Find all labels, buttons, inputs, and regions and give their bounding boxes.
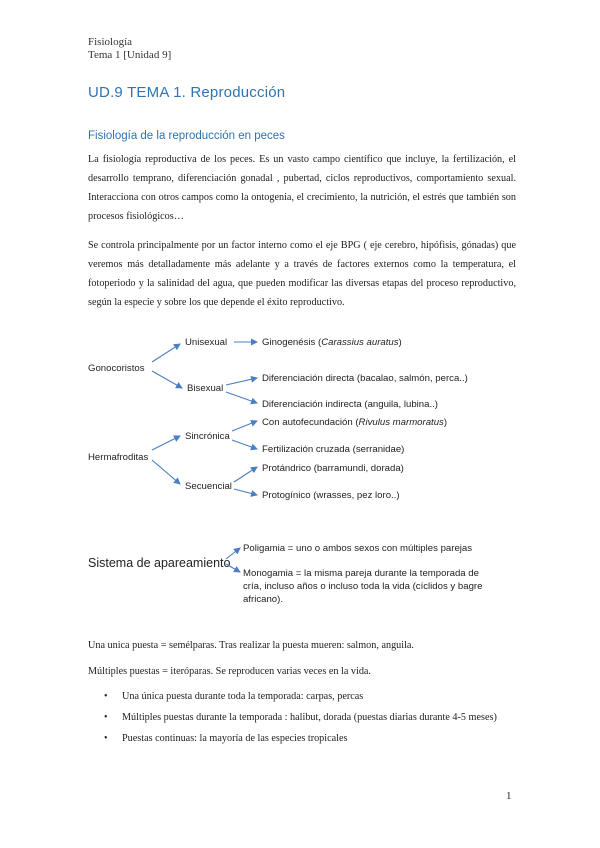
line-semelparas: Una unica puesta = semélparas. Tras realizar la puesta mueren: salmon, anguila. <box>88 640 414 651</box>
arrow-sistema-poligamia <box>226 548 240 559</box>
paragraph-control: Se controla principalmente por un factor interno como el eje BPG ( eje cerebro, hipófisis, gónadas) que veremos más detalladamente más adelante y a través de factores externos como la temperatura, el fotoperiodo y la salinidad del agua, que pueden modificar las diversas etapas del proceso reproductivo, según la especie y sobre los que depende el éxito reproductivo. <box>88 240 516 308</box>
label-protoginico: Protogínico (wrasses, pez loro..) <box>262 490 400 501</box>
label-sincronica: Sincrónica <box>185 431 230 442</box>
label-ginogenesis: Ginogenésis (Carassius auratus) <box>262 337 402 348</box>
list-item: • Una única puesta durante toda la temporada: carpas, percas <box>100 688 520 705</box>
page-number: 1 <box>506 790 512 802</box>
list-item: • Puestas continuas: la mayoría de las especies tropicales <box>100 730 520 747</box>
label-monogamia-3: africano). <box>243 594 283 605</box>
list-item: • Múltiples puestas durante la temporada : halibut, dorada (puestas diarias durante 4-5 meses) <box>100 709 520 726</box>
header-subject: Fisiología <box>88 36 133 48</box>
arrow-sincronica-cruzada <box>232 440 257 449</box>
header-topic: Tema 1 [Unidad 9] <box>88 49 172 61</box>
line-iteroparas: Múltiples puestas = iteróparas. Se reproducen varias veces en la vida. <box>88 666 371 677</box>
arrow-gonocoristos-bisexual <box>152 371 182 388</box>
bullet-list <box>100 688 520 751</box>
label-monogamia-1: Monogamia = la misma pareja durante la temporada de <box>243 568 479 579</box>
label-dif-directa: Diferenciación directa (bacalao, salmón, perca..) <box>262 373 468 384</box>
label-fert-cruzada: Fertilización cruzada (serranidae) <box>262 444 405 455</box>
arrow-secuencial-protandrico <box>234 467 257 482</box>
arrow-bisexual-indirecta <box>226 392 257 403</box>
arrow-bisexual-directa <box>226 378 257 385</box>
arrow-gonocoristos-unisexual <box>152 344 180 362</box>
label-monogamia-2: cría, incluso años o incluso toda la vida (cíclidos y bagre <box>243 581 483 592</box>
arrow-secuencial-protoginico <box>234 489 257 495</box>
paragraph-intro: La fisiología reproductiva de los peces. Es un vasto campo científico que incluye, la fertilización, el desarrollo temprano, diferenciación gonadal , pubertad, ciclos reproductivos, comportamiento sexual. Interacciona con otros campos como la ontogenia, el crecimiento, la nutrición, el estrés que también son procesos fisiológicos… <box>88 154 516 222</box>
label-poligamia: Poligamia = uno o ambos sexos con múltiples parejas <box>243 543 473 554</box>
label-protandrico: Protándrico (barramundi, dorada) <box>262 463 404 474</box>
label-secuencial: Secuencial <box>185 481 232 492</box>
arrow-hermafroditas-sincronica <box>152 436 180 450</box>
label-dif-indirecta: Diferenciación indirecta (anguila, lubina..) <box>262 399 438 410</box>
section-subtitle: Fisiología de la reproducción en peces <box>88 130 285 142</box>
label-sistema-apareamiento: Sistema de apareamiento <box>88 556 231 570</box>
label-bisexual: Bisexual <box>187 383 224 394</box>
label-autofecundacion: Con autofecundación (Rivulus marmoratus) <box>262 417 448 428</box>
label-hermafroditas: Hermafroditas <box>88 452 149 463</box>
arrow-hermafroditas-secuencial <box>152 460 180 484</box>
arrow-sincronica-autofecundacion <box>232 421 257 431</box>
label-unisexual: Unisexual <box>185 337 228 348</box>
page-title: UD.9 TEMA 1. Reproducción <box>88 84 286 101</box>
label-gonocoristos: Gonocoristos <box>88 363 145 374</box>
